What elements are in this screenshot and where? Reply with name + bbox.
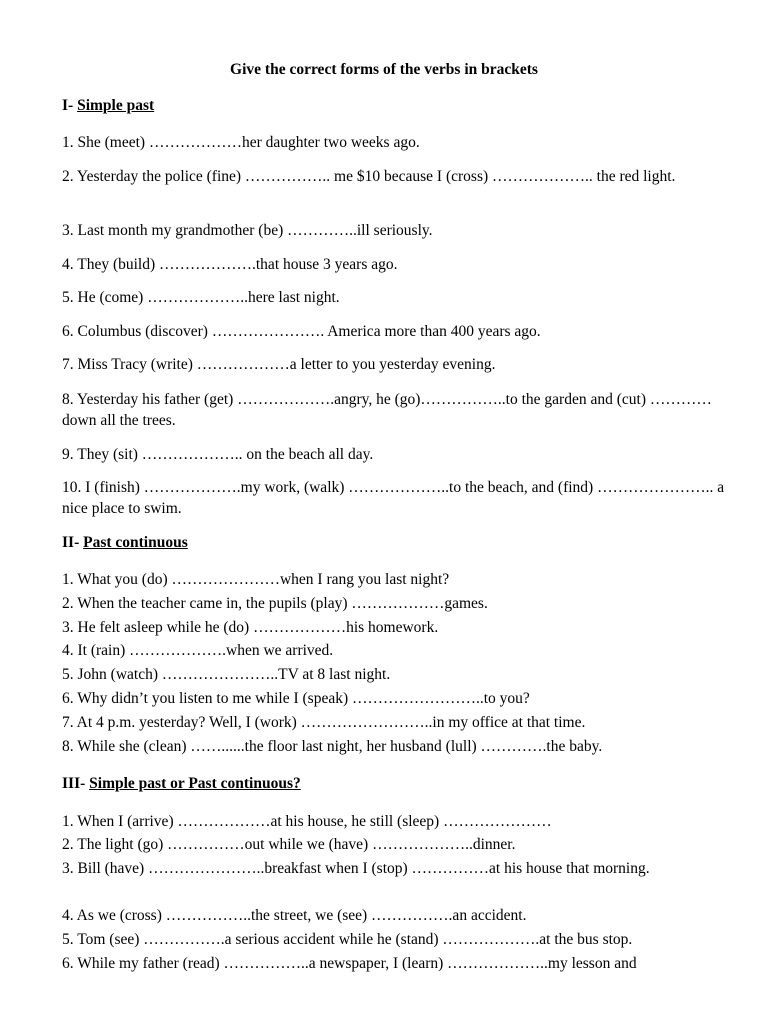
exercise-item: 9. They (sit) ……………….. on the beach all day.: [62, 446, 374, 463]
exercise-item: 6. Columbus (discover) …………………. America more than 400 years ago.: [62, 323, 541, 340]
worksheet-title: Give the correct forms of the verbs in brackets: [230, 61, 538, 78]
exercise-item: 3. Bill (have) …………………..breakfast when I (stop) ……………at his house that morning.: [62, 860, 650, 877]
section-number: I-: [62, 97, 78, 114]
exercise-item: 7. Miss Tracy (write) ………………a letter to you yesterday evening.: [62, 356, 496, 373]
exercise-item: 8. Yesterday his father (get) ……………….angry, he (go)……………..to the garden and (cut) …………down all the trees.: [62, 391, 712, 429]
section-heading-past-continuous: [62, 533, 188, 553]
exercise-item: 1. What you (do) …………………when I rang you last night?: [62, 571, 450, 588]
exercise-item: 1. When I (arrive) ………………at his house, he still (sleep) …………………: [62, 813, 552, 830]
section-title: Past continuous: [83, 534, 188, 551]
section-number: III-: [62, 775, 90, 792]
exercise-item: 2. Yesterday the police (fine) …………….. me $10 because I (cross) ……………….. the red light.: [62, 168, 676, 185]
exercise-item: 5. He (come) ………………..here last night.: [62, 289, 340, 306]
exercise-item: 7. At 4 p.m. yesterday? Well, I (work) ……………………..in my office at that time.: [62, 714, 586, 731]
exercise-item: 5. Tom (see) …………….a serious accident while he (stand) ……………….at the bus stop.: [62, 931, 633, 948]
exercise-item: 4. As we (cross) ……………..the street, we (see) …………….an accident.: [62, 907, 527, 924]
exercise-item: 2. When the teacher came in, the pupils (play) ………………games.: [62, 595, 488, 612]
exercise-item: 4. They (build) ……………….that house 3 years ago.: [62, 256, 398, 273]
exercise-item: 6. While my father (read) ……………..a newspaper, I (learn) ………………..my lesson and: [62, 955, 637, 972]
section-heading-simple-past: [62, 96, 154, 116]
exercise-item: 1. She (meet) ………………her daughter two weeks ago.: [62, 134, 420, 151]
exercise-item: 3. Last month my grandmother (be) …………..ill seriously.: [62, 222, 433, 239]
exercise-item: 6. Why didn’t you listen to me while I (speak) ……………………..to you?: [62, 690, 530, 707]
section-heading-simple-past-or-past-continuous: [62, 774, 301, 794]
exercise-item: 5. John (watch) …………………..TV at 8 last night.: [62, 666, 391, 683]
exercise-item: 10. I (finish) ……………….my work, (walk) ………………..to the beach, and (find) ………………….. a nice place to swim.: [62, 479, 725, 517]
exercise-item: 2. The light (go) ……………out while we (have) ………………..dinner.: [62, 836, 516, 853]
exercise-item: 8. While she (clean) ……......the floor last night, her husband (lull) ………….the baby.: [62, 738, 603, 755]
exercise-item: 4. It (rain) ……………….when we arrived.: [62, 642, 334, 659]
section-title: Simple past: [77, 97, 155, 114]
exercise-item: 3. He felt asleep while he (do) ………………his homework.: [62, 619, 439, 636]
section-number: II-: [62, 534, 84, 551]
section-title: Simple past or Past continuous?: [89, 775, 301, 792]
